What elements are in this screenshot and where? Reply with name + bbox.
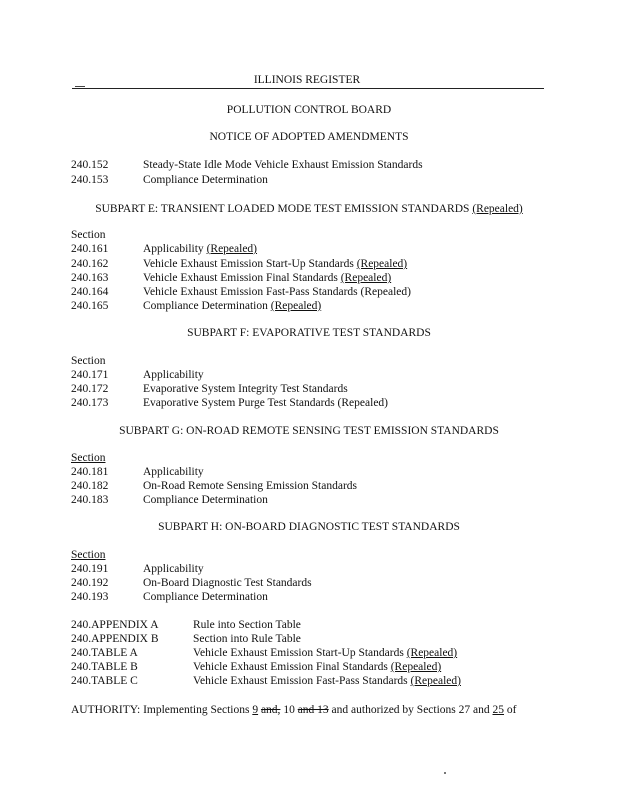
list-item: 240.163 Vehicle Exhaust Emission Final Standards (Repealed): [71, 272, 392, 284]
list-item: 240.182 On-Road Remote Sensing Emission Standards: [71, 480, 358, 492]
section-label: Section: [71, 452, 106, 464]
list-item: 240.173 Evaporative System Purge Test Standards (Repealed): [71, 397, 389, 409]
list-item: 240.162 Vehicle Exhaust Emission Start-Up Standards (Repealed): [71, 258, 408, 270]
authority-line: AUTHORITY: Implementing Sections 9 and, 10 and 13 and authorized by Sections 27 and 25 of: [71, 704, 517, 716]
section-label: Section: [71, 549, 106, 561]
list-item: 240.APPENDIX B Section into Rule Table: [71, 633, 301, 645]
list-item: 240.TABLE B Vehicle Exhaust Emission Final Standards (Repealed): [71, 661, 442, 673]
list-item: 240.TABLE C Vehicle Exhaust Emission Fast-Pass Standards (Repealed): [71, 675, 461, 687]
subpart-f-heading: SUBPART F: EVAPORATIVE TEST STANDARDS: [187, 327, 431, 339]
list-item: 240.161 Applicability (Repealed): [71, 243, 258, 255]
list-item: 240.191 Applicability: [71, 563, 204, 575]
board-title: POLLUTION CONTROL BOARD: [226, 104, 392, 116]
list-item: 240.164 Vehicle Exhaust Emission Fast-Pass Standards (Repealed): [71, 286, 411, 298]
list-item: 240.TABLE A Vehicle Exhaust Emission Start-Up Standards (Repealed): [71, 647, 458, 659]
list-item: 240.165 Compliance Determination (Repealed): [71, 300, 322, 312]
list-item: 240.152 Steady-State Idle Mode Vehicle Exhaust Emission Standards: [71, 159, 423, 171]
list-item: 240.193 Compliance Determination: [71, 591, 268, 603]
list-item: 240.171 Applicability: [71, 369, 204, 381]
header-mark: [75, 86, 85, 87]
list-item: 240.172 Evaporative System Integrity Test Standards: [71, 383, 348, 395]
subpart-h-heading: SUBPART H: ON-BOARD DIAGNOSTIC TEST STANDARDS: [158, 521, 460, 533]
register-title: ILLINOIS REGISTER: [253, 74, 361, 86]
section-label: Section: [71, 355, 106, 367]
subpart-e-heading: SUBPART E: TRANSIENT LOADED MODE TEST EMISSION STANDARDS (Repealed): [95, 203, 523, 215]
section-label: Section: [71, 229, 106, 241]
page-speck: [444, 772, 446, 774]
list-item: 240.APPENDIX A Rule into Section Table: [71, 619, 301, 631]
header-rule: [72, 88, 544, 89]
notice-title: NOTICE OF ADOPTED AMENDMENTS: [209, 131, 409, 143]
list-item: 240.192 On-Board Diagnostic Test Standards: [71, 577, 312, 589]
list-item: 240.181 Applicability: [71, 466, 204, 478]
subpart-g-heading: SUBPART G: ON-ROAD REMOTE SENSING TEST EMISSION STANDARDS: [119, 425, 499, 437]
list-item: 240.183 Compliance Determination: [71, 494, 268, 506]
list-item: 240.153 Compliance Determination: [71, 174, 268, 186]
